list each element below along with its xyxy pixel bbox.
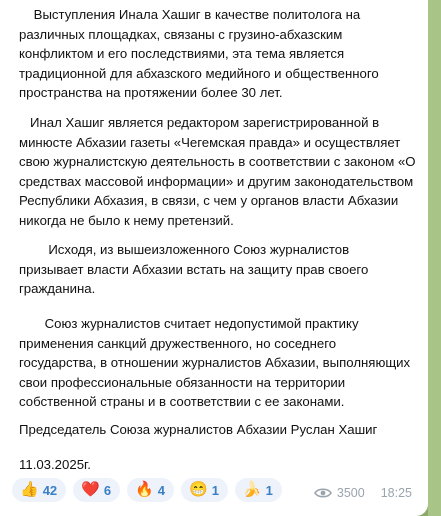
eye-icon <box>314 487 332 499</box>
message-paragraph-3: Исходя, из вышеизложенного Союз журналистов призывает власти Абхазии встать на защиту прав своего гражданина. <box>19 242 369 297</box>
reaction-count: 4 <box>157 482 165 498</box>
message-paragraph-2: Инал Хашиг является редактором зарегистрированной в минюсте Абхазии газеты «Чегемская правда» и осуществляет свою журналистскую деятельность в соответствии с законом «О средствах массовой информации» и другим законодательством Республики Абхазия, в связи, с чем у органов власти Абхазии никогда не было к нему претензий. <box>19 115 416 228</box>
reaction-fire[interactable] <box>127 478 174 502</box>
reactions-bar <box>12 478 282 502</box>
thumbs-up-icon: 👍 <box>20 481 39 498</box>
message-meta <box>314 486 412 500</box>
reaction-grin[interactable] <box>181 478 228 502</box>
reaction-banana[interactable] <box>235 478 282 502</box>
reaction-heart[interactable] <box>73 478 120 502</box>
message-paragraph-1: Выступления Инала Хашиг в качестве политолога на различных площадках, связаны с грузино-абхазским конфликтом и его последствиями, эта тема является традиционной для абхазского медийного и общественного пространства на протяжении более 30 лет. <box>19 7 379 101</box>
reaction-count: 42 <box>42 482 58 498</box>
reaction-count: 6 <box>103 482 112 498</box>
chat-background-edge <box>428 0 441 516</box>
reaction-count: 1 <box>211 482 219 498</box>
heart-icon: ❤️ <box>81 481 100 498</box>
view-count: 3500 <box>336 486 365 500</box>
reaction-count: 1 <box>265 482 273 498</box>
grin-icon: 😁 <box>189 481 208 498</box>
fire-icon: 🔥 <box>135 481 154 498</box>
message-signature: Председатель Союза журналистов Абхазии Руслан Хашиг <box>19 422 378 437</box>
message-time: 18:25 <box>380 486 412 500</box>
message-paragraph-4: Союз журналистов считает недопустимой практику применения санкций дружественного, но соседнего государства, в отношении журналистов Абхазии, выполняющих свои профессиональные обязанности на территории собственной страны и в соответствии с ее законами. <box>19 316 411 410</box>
banana-icon: 🍌 <box>242 481 262 498</box>
message-date: 11.03.2025г. <box>19 457 91 472</box>
reaction-thumbs-up[interactable] <box>12 478 66 502</box>
